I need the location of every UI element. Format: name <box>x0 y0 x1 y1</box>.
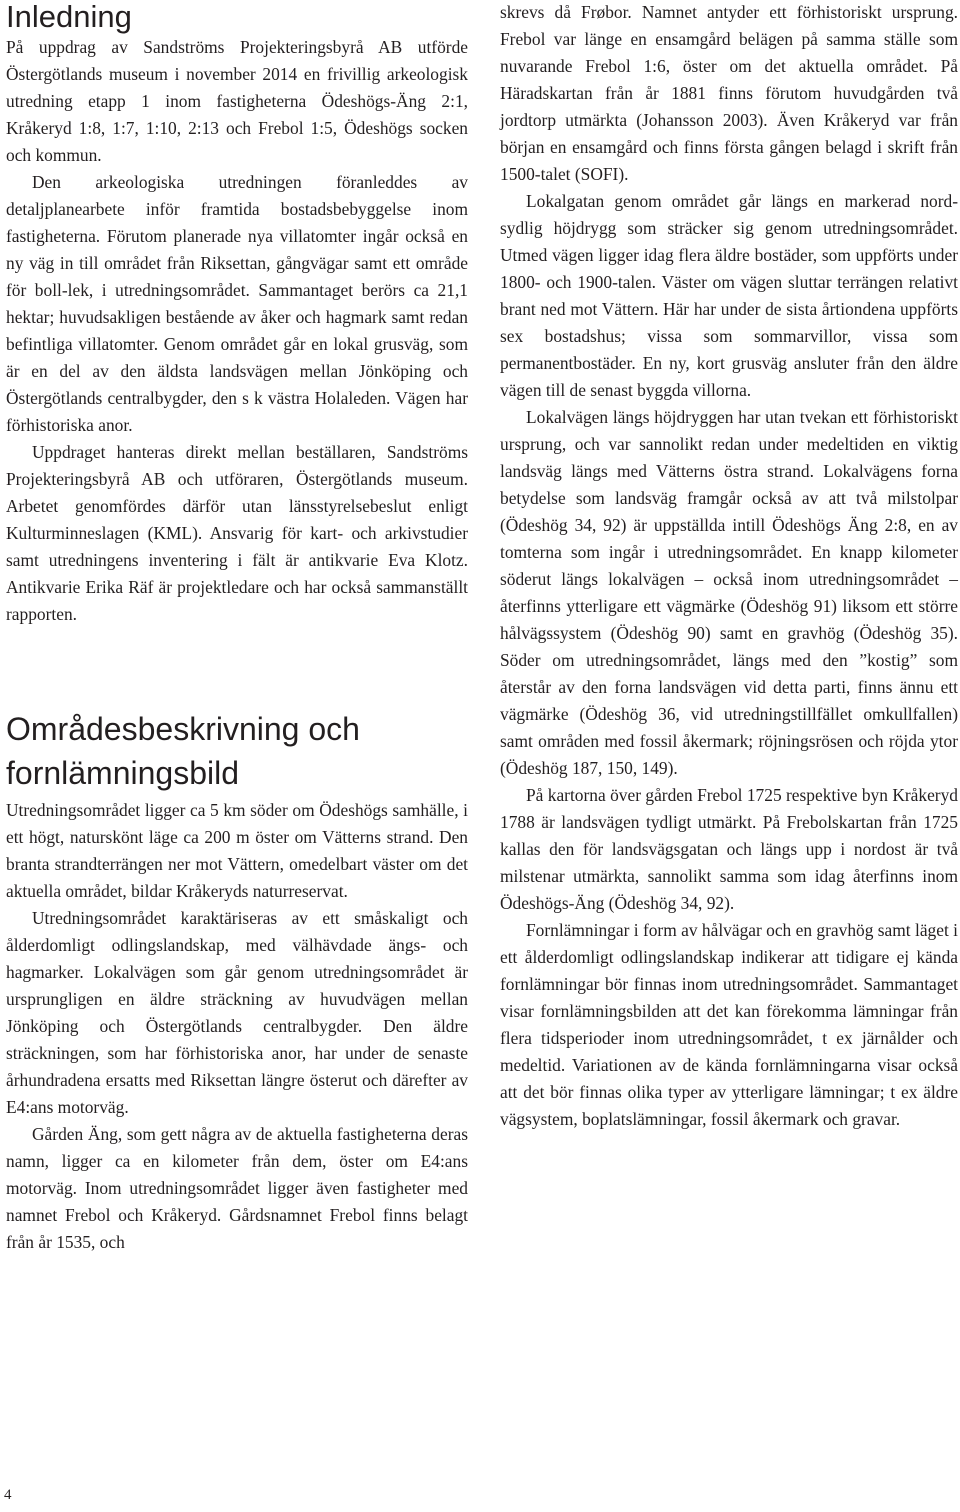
right-column <box>500 0 958 1133</box>
area-paragraph-1: Utredningsområdet ligger ca 5 km söder om Ödeshögs samhälle, i ett högt, naturskönt läge ca 200 m öster om Vätterns strand. Den branta strandterrängen ner mot Vättern, omedelbart väster om det aktuella området, bildar Kråkeryds naturreservat. <box>6 800 468 901</box>
heading-omradesbeskrivning: Områdesbeskrivning och fornlämningsbild <box>6 711 360 791</box>
right-paragraph-4: På kartorna över gården Frebol 1725 respektive byn Kråkeryd 1788 är landsvägen tydligt utmärkt. På Frebolskartan från 1725 kallas den för landsvägsgatan och längs upp i nordost är två milstenar utmärkta, sannolikt samma som idag återfinns inom Ödeshögs-Äng (Ödeshög 34, 92). <box>500 785 958 913</box>
page-number: 4 <box>4 1487 12 1503</box>
right-paragraph-1: skrevs då Frøbor. Namnet antyder ett förhistoriskt ursprung. Frebol var länge en ensamgård belägen på samma ställe som nuvarande Frebol 1:6, öster om det aktuella området. På Häradskartan från år 1881 finns förutom huvudgården två jordtorp utmärkta (Johansson 2003). Även Kråkeryd var från början en ensamgård och finns första gången belagd i skrift från 1500-talet (SOFI). <box>500 2 958 184</box>
area-paragraph-2: Utredningsområdet karaktäriseras av ett småskaligt och ålderdomligt odlingslandskap, med välhävdade ängs- och hagmarker. Lokalvägen som går genom utredningsområdet är ursprungligen en äldre sträckning av huvudvägen mellan Jönköping och Östergötlands centralbygder. Den äldre sträckningen, som har förhistoriska anor, har under de senaste århundradena ersatts med Riksettan längre österut och därefter av E4:ans motorväg. <box>6 908 468 1117</box>
right-paragraph-2: Lokalgatan genom området går längs en markerad nord-sydlig höjdrygg som sträcker sig genom utredningsområdet. Utmed vägen ligger idag flera äldre bostäder, som uppförts under 1800- och 1900-talen. Väster om vägen sluttar terrängen relativt brant ned mot Vättern. Här har under de sista årtiondena uppförts sex bostadshus; vissa som sommarvillor, vissa som permanentbostäder. En ny, kort grusväg ansluter från den äldre vägen till de senast byggda villorna. <box>500 191 958 400</box>
right-paragraph-5: Fornlämningar i form av hålvägar och en gravhög samt läget i ett ålderdomligt odlingslandskap indikerar att tidigare ej kända fornlämningar bör finnas inom utredningsområdet. Sammantaget visar fornlämningsbilden att det kan förekomma lämningar från flera tidsperioder inom utredningsområdet, t ex järnålder och medeltid. Variationen av de kända fornlämningarna visar också att det bör finnas olika typer av ytterligare lämningar; t ex äldre vägsystem, boplatslämningar, fossil åkermark och gravar. <box>500 920 958 1129</box>
left-column <box>6 0 468 1256</box>
intro-paragraph-3: Uppdraget hanteras direkt mellan beställaren, Sandströms Projekteringsbyrå AB och utföraren, Östergötlands museum. Arbetet genomfördes därför utan länsstyrelsebeslut enligt Kulturminneslagen (KML). Ansvarig för kart- och arkivstudier samt utredningens inventering i fält är antikvarie Eva Klotz. Antikvarie Erika Räf är projektledare och har också sammanställt rapporten. <box>6 442 468 624</box>
heading-inledning: Inledning <box>6 0 132 34</box>
area-paragraph-3: Gården Äng, som gett några av de aktuella fastigheterna deras namn, ligger ca en kilometer från dem, öster om E4:ans motorväg. Inom utredningsområdet ligger även fastigheter med namnet Frebol och Kråkeryd. Gårdsnamnet Frebol finns belagt från år 1535, och <box>6 1124 468 1252</box>
intro-paragraph-2: Den arkeologiska utredningen föranleddes av detaljplanearbete inför framtida bostadsbebyggelse inom fastigheterna. Förutom planerade nya villatomter ingår också en ny väg in till området från Riksettan, gångvägar samt ett område för boll-lek, i utredningsområdet. Sammantaget berörs ca 21,1 hektar; huvudsakligen bestående av åker och hagmark samt redan befintliga villatomter. Genom området går en lokal grusväg, som är en del av den äldsta landsvägen mellan Jönköping och Östergötlands centralbygder, den s k västra Holaleden. Vägen har förhistoriska anor. <box>6 172 468 435</box>
right-paragraph-3: Lokalvägen längs höjdryggen har utan tvekan ett förhistoriskt ursprung, och var sannolikt redan under medeltiden en viktig landsväg längs med Vätterns östra strand. Lokalvägens forna betydelse som landsväg framgår också av att två milstolpar (Ödeshög 34, 92) är uppställda intill Ödeshögs Äng 2:8, en av tomterna som ingår i utredningsområdet. En knapp kilometer söderut längs lokalvägen – också inom utredningsområdet – återfinns ytterligare ett vägmärke (Ödeshög 91) liksom ett större hålvägssystem (Ödeshög 90) samt en gravhög (Ödeshög 35). Söder om utredningsområdet, längs med den ”kostig” som återstår av den forna landsvägen vid detta parti, finns ännu ett vägmärke (Ödeshög 36, vid utredningstillfället omkullfallen) samt områden med fossil åkermark; röjningsrösen och röjda ytor (Ödeshög 187, 150, 149). <box>500 407 958 778</box>
intro-paragraph-1: På uppdrag av Sandströms Projekteringsbyrå AB utförde Östergötlands museum i november 2014 en frivillig arkeologisk utredning etapp 1 inom fastigheterna Ödeshögs-Äng 2:1, Kråkeryd 1:8, 1:7, 1:10, 2:13 och Frebol 1:5, Ödeshögs socken och kommun. <box>6 37 468 165</box>
